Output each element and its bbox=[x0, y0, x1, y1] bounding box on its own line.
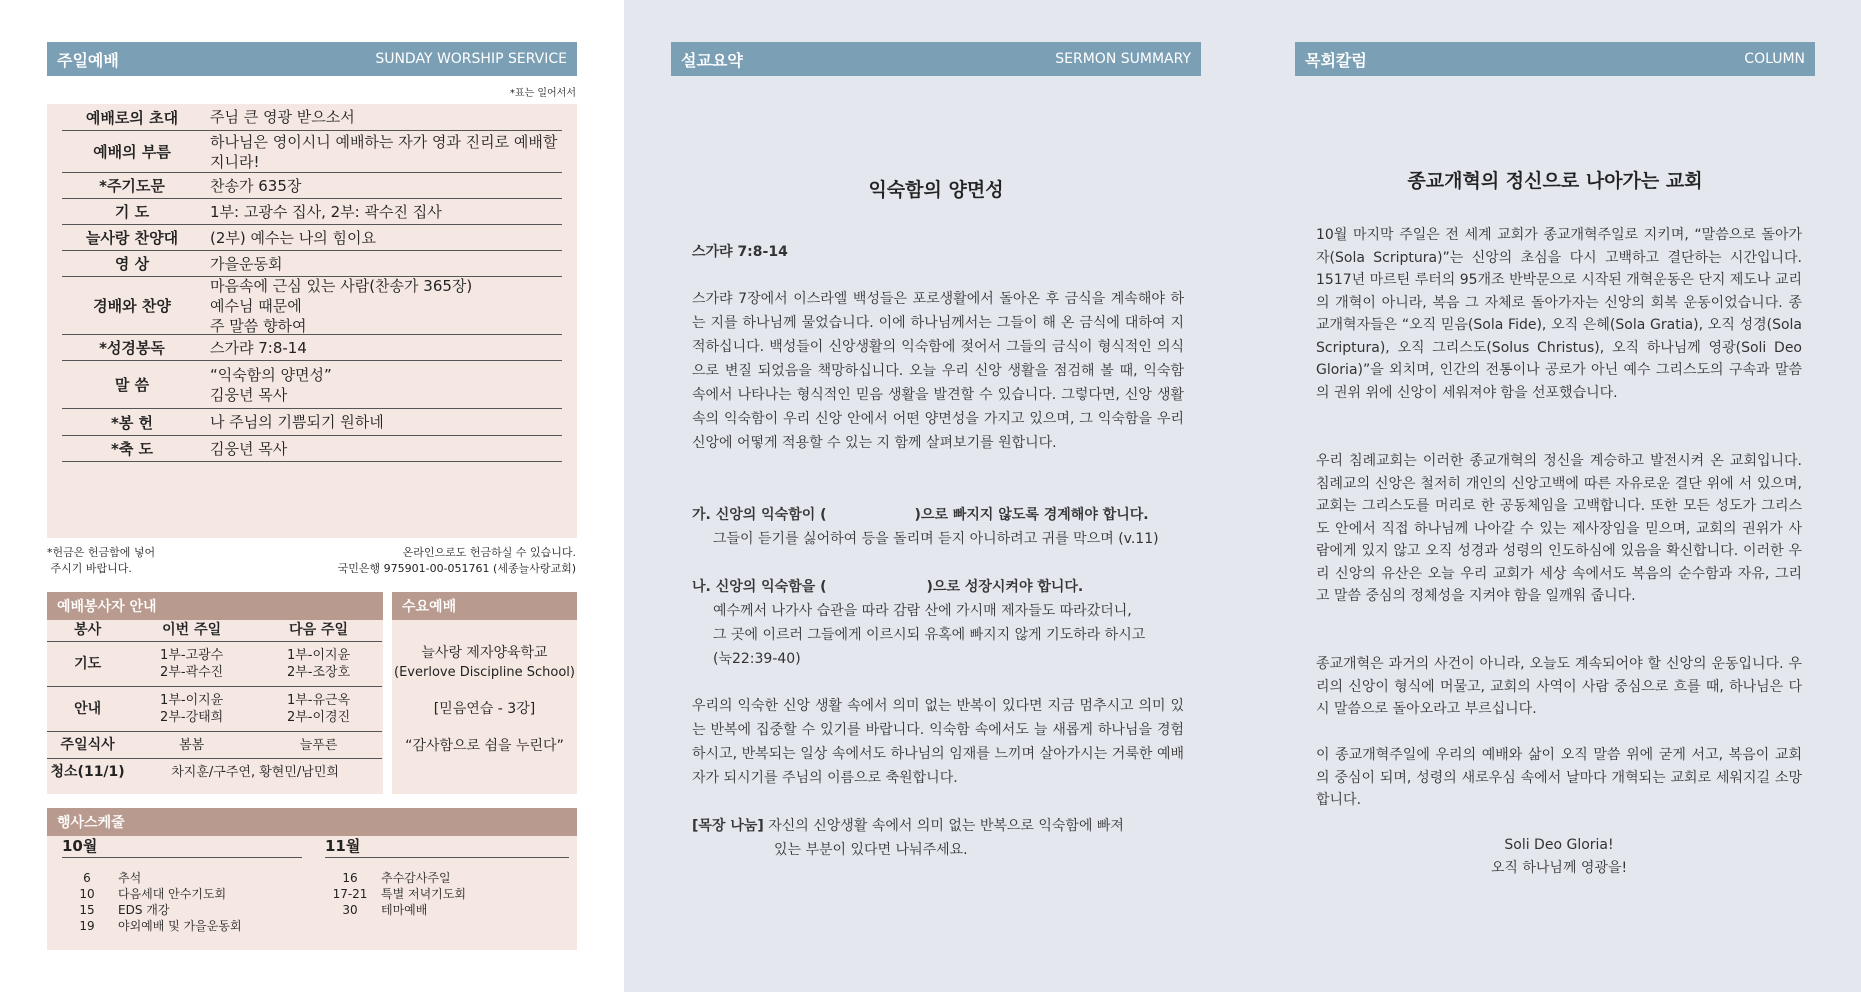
sermon-title: 익숙함의 양면성 bbox=[868, 179, 1004, 201]
list-item bbox=[325, 902, 569, 918]
point-b-head-2: )으로 성장시켜야 합니다. bbox=[926, 579, 1084, 595]
order-row bbox=[62, 361, 562, 409]
order-value: (2부) 예수는 나의 힘이요 bbox=[210, 228, 376, 247]
order-label: 예배의 부름 bbox=[93, 143, 171, 161]
wednesday-lesson: [믿음연습 - 3강] bbox=[433, 701, 536, 717]
order-row bbox=[62, 199, 562, 225]
point-a-head-2: )으로 빠지지 않도록 경계해야 합니다. bbox=[914, 507, 1149, 523]
column-paragraph-3: 종교개혁은 과거의 사건이 아니라, 오늘도 계속되어야 할 신앙의 운동입니다. 우리의 신앙이 형식에 머물고, 교회의 사역이 사람 중심으로 흐를 때, 하나님은 다시 말씀으로 돌아오라고 부르십니다. bbox=[1316, 656, 1802, 717]
list-item bbox=[62, 918, 302, 934]
schedule-event: EDS 개강 bbox=[118, 903, 170, 917]
offering-note: *헌금은 헌금함에 넣어 주시기 바랍니다. bbox=[47, 546, 156, 575]
servers-header: 예배봉사자 안내 bbox=[47, 592, 383, 620]
order-label: *주기도문 bbox=[99, 177, 165, 195]
order-value: 가을운동회 bbox=[210, 254, 283, 273]
column-paragraph-1: 10월 마지막 주일은 전 세계 교회가 종교개혁주일로 지키며, “말씀으로 돌아가자(Sola Scriptura)”는 신앙의 초심을 다시 고백하고 결단하는 시간입니다. 1517년 마르틴 루터의 95개조 반박문으로 시작된 개혁운동은 단지 제도나 교리의 개혁이 아니라, 복음 그 자체로 돌아가자는 신앙의 회복 운동이었습니다. 종교개혁자들은 “오직 믿음(Sola Fide), 오직 은혜(Sola Gratia), 오직 성경(Sola Scriptura), 오직 그리스도(Solus Christus), 오직 하나님께 영광(Soli Deo Gloria)”을 외치며, 인간의 전통이나 공로가 아닌 예수 그리스도의 구속과 말씀의 권위 위에 신앙이 세워져야 함을 선포했습니다. bbox=[1316, 227, 1802, 401]
list-item bbox=[325, 886, 569, 902]
sermon-conclusion: 우리의 익숙한 신앙 생활 속에서 의미 없는 반복이 있다면 지금 멈추시고 의미 있는 반복에 집중할 수 있기를 바랍니다. 익숙함 속에서도 늘 새롭게 하나님을 경험하시고, 반복되는 일상 속에서도 하나님의 임재를 느끼며 살아가시는 거룩한 예배자가 되시기를 주님의 이름으로 축원합니다. bbox=[692, 698, 1184, 786]
order-value: 1부: 고광수 집사, 2부: 곽수진 집사 bbox=[210, 202, 442, 221]
servers-table bbox=[47, 620, 382, 785]
order-row bbox=[62, 436, 562, 462]
list-item bbox=[62, 870, 302, 886]
point-b-line-2: 그 곳에 이르러 그들에게 이르시되 유혹에 빠지지 않게 기도하라 하시고 bbox=[713, 627, 1146, 643]
schedule-date: 6 bbox=[83, 871, 91, 885]
order-of-worship bbox=[47, 104, 577, 538]
server-this: 1부-이지윤 2부-강태희 bbox=[128, 687, 255, 732]
column-header-ko: 목회칼럼 bbox=[1305, 50, 1367, 70]
sermon-intro: 스가랴 7장에서 이스라엘 백성들은 포로생활에서 돌아온 후 금식을 계속해야 하는 지를 하나님께 물었습니다. 이에 하나님께서는 그들이 해 온 금식에 대하여 지적하십니다. 백성들이 신앙생활의 익숙함에 젖어서 그들의 금식이 형식적인 의식으로 변질 되었음을 책망하십니다. 오늘 우리 신앙 생활을 점검해 볼 때, 익숙함 속에서 나타나는 형식적인 믿음 생활을 발견할 수 있습니다. 그렇다면, 신앙 생활 속의 익숙함이 우리 신앙 안에서 어떤 양면성을 가지고 있으며, 그 익숙함을 우리 신앙에 어떻게 적용할 수 있는 지 함께 살펴보기를 원합니다. bbox=[692, 291, 1184, 451]
order-row bbox=[62, 131, 562, 173]
order-label: 말 씀 bbox=[114, 376, 150, 394]
order-label: *축 도 bbox=[110, 440, 154, 458]
order-row bbox=[62, 173, 562, 199]
order-value: 김웅년 목사 bbox=[210, 439, 288, 458]
server-this: 1부-고광수 2부-곽수진 bbox=[128, 642, 255, 687]
schedule-date: 17-21 bbox=[332, 887, 368, 901]
server-cleaning: 차지훈/구주연, 황현민/남민희 bbox=[171, 764, 339, 780]
wednesday-school: 늘사랑 제자양육학교 bbox=[421, 645, 548, 661]
point-b-line-3: (눅22:39-40) bbox=[713, 651, 801, 667]
order-label: 영 상 bbox=[114, 255, 150, 273]
sharing-label: [목장 나눔] bbox=[692, 818, 764, 834]
order-row bbox=[62, 335, 562, 361]
bank-account: 국민은행 975901-00-051761 (세종늘사랑교회) bbox=[337, 562, 576, 575]
schedule-event: 테마예배 bbox=[381, 903, 428, 917]
sermon-sharing bbox=[692, 814, 1184, 862]
sharing-line-1: 자신의 신앙생활 속에서 의미 없는 반복으로 익숙함에 빠져 bbox=[768, 818, 1124, 834]
column-header bbox=[1295, 42, 1815, 76]
sharing-line-2: 있는 부분이 있다면 나눠주세요. bbox=[774, 842, 968, 858]
schedule-event: 특별 저녁기도회 bbox=[381, 887, 466, 901]
order-label: *봉 헌 bbox=[110, 413, 154, 432]
server-this: 봄봄 bbox=[128, 732, 255, 759]
schedule-event: 추석 bbox=[118, 871, 142, 885]
server-next: 1부-이지윤 2부-조장호 bbox=[255, 642, 382, 687]
sermon-point-a-heading bbox=[692, 503, 1184, 527]
table-row bbox=[47, 759, 382, 786]
schedule-event: 추수감사주일 bbox=[381, 871, 451, 885]
order-label: 경배와 찬양 bbox=[93, 297, 171, 315]
sermon-point-b-heading bbox=[692, 575, 1184, 599]
order-label: 기 도 bbox=[114, 203, 150, 221]
signature-latin: Soli Deo Gloria! bbox=[1504, 837, 1614, 853]
order-row bbox=[62, 251, 562, 277]
online-offering-note bbox=[338, 545, 576, 577]
table-row bbox=[47, 642, 382, 687]
wednesday-content bbox=[392, 644, 577, 756]
server-role: 주일식사 bbox=[47, 732, 128, 759]
order-row bbox=[62, 225, 562, 251]
schedule-november bbox=[325, 838, 569, 918]
schedule-date: 10 bbox=[79, 887, 95, 901]
sermon-header bbox=[671, 42, 1201, 76]
order-label: 늘사랑 찬양대 bbox=[85, 229, 179, 247]
worship-header bbox=[47, 42, 577, 76]
online-offering-text: 온라인으로도 헌금하실 수 있습니다. bbox=[402, 546, 576, 559]
order-row bbox=[62, 277, 562, 335]
schedule-event: 다음세대 안수기도회 bbox=[118, 887, 227, 901]
schedule-date: 19 bbox=[79, 919, 95, 933]
order-value: 나 주님의 기쁨되기 원하네 bbox=[210, 413, 384, 431]
server-next: 1부-유근옥 2부-이경진 bbox=[255, 687, 382, 732]
sermon-header-en: SERMON SUMMARY bbox=[1055, 51, 1191, 67]
list-item bbox=[62, 886, 302, 902]
point-a-head-1: 가. 신앙의 익숙함이 ( bbox=[692, 507, 827, 523]
sermon-header-ko: 설교요약 bbox=[681, 50, 743, 70]
order-value: “익숙함의 양면성” 김웅년 목사 bbox=[210, 365, 332, 404]
column-header-en: COLUMN bbox=[1744, 51, 1805, 67]
schedule-date: 30 bbox=[342, 903, 358, 917]
schedule-month: 11월 bbox=[325, 838, 569, 858]
servers-col-role: 봉사 bbox=[47, 620, 128, 642]
servers-col-this: 이번 주일 bbox=[128, 620, 255, 642]
schedule-month: 10월 bbox=[62, 838, 302, 858]
table-row bbox=[47, 732, 382, 759]
order-value: 찬송가 635장 bbox=[210, 176, 302, 195]
server-role: 안내 bbox=[47, 687, 128, 732]
standing-note: *표는 일어서서 bbox=[509, 88, 576, 99]
list-item bbox=[325, 870, 569, 886]
schedule-date: 16 bbox=[342, 871, 358, 885]
schedule-header: 행사스케줄 bbox=[47, 808, 577, 836]
order-value: 마음속에 근심 있는 사람(찬송가 365장) 예수님 때문에 주 말씀 향하여 bbox=[210, 276, 473, 335]
point-b-line-1: 예수께서 나가사 습관을 따라 감람 산에 가시매 제자들도 따라갔더니, bbox=[713, 603, 1132, 619]
sermon-scripture: 스가랴 7:8-14 bbox=[692, 244, 788, 260]
column-signature bbox=[1316, 834, 1802, 879]
list-item bbox=[62, 902, 302, 918]
worship-header-en: SUNDAY WORSHIP SERVICE bbox=[375, 51, 567, 67]
signature-korean: 오직 하나님께 영광을! bbox=[1490, 859, 1628, 876]
point-b-head-1: 나. 신앙의 익숙함을 ( bbox=[692, 579, 827, 595]
schedule-october bbox=[62, 838, 302, 934]
order-row bbox=[62, 409, 562, 436]
column-paragraph-4: 이 종교개혁주일에 우리의 예배와 삶이 오직 말씀 위에 굳게 서고, 복음이 교회의 중심이 되며, 성령의 새로우심 속에서 날마다 개혁되는 교회로 세워지길 소망합니다. bbox=[1316, 747, 1802, 808]
schedule-date: 15 bbox=[79, 903, 95, 917]
wednesday-header: 수요예배 bbox=[392, 592, 577, 620]
wednesday-topic: “감사함으로 쉼을 누린다” bbox=[405, 738, 564, 754]
schedule-event: 야외예배 및 가을운동회 bbox=[118, 919, 242, 933]
servers-col-next: 다음 주일 bbox=[255, 620, 382, 642]
order-value: 주님 큰 영광 받으소서 bbox=[210, 108, 355, 126]
column-title: 종교개혁의 정신으로 나아가는 교회 bbox=[1407, 170, 1703, 192]
order-label: *성경봉독 bbox=[99, 339, 165, 357]
sermon-point-a-verse: 그들이 듣기를 싫어하여 등을 돌리며 듣지 아니하려고 귀를 막으며 (v.11) bbox=[713, 531, 1159, 547]
server-role: 청소(11/1) bbox=[50, 763, 125, 780]
order-value: 스가랴 7:8-14 bbox=[210, 338, 307, 357]
order-label: 예배로의 초대 bbox=[85, 108, 179, 127]
order-value: 하나님은 영이시니 예배하는 자가 영과 진리로 예배할지니라! bbox=[210, 132, 558, 171]
order-row bbox=[62, 104, 562, 131]
server-role: 기도 bbox=[47, 642, 128, 687]
worship-header-ko: 주일예배 bbox=[57, 50, 119, 70]
server-next: 늘푸른 bbox=[255, 732, 382, 759]
sermon-point-b-verse bbox=[713, 599, 1183, 671]
column-paragraph-2: 우리 침례교회는 이러한 종교개혁의 정신을 계승하고 발전시켜 온 교회입니다. 침례교의 신앙은 철저히 개인의 신앙고백에 따른 자유로운 결단 위에 서 있으며, 교회는 그리스도를 머리로 한 공동체임을 고백합니다. 또한 모든 성도가 그리스도 안에서 직접 하나님께 나아갈 수 있는 제사장임을 믿으며, 교회의 권위가 사람에게 있지 않고 오직 성경과 성령의 인도하심에 있음을 확신합니다. 이러한 우리 신앙의 유산은 오늘 우리 교회가 세상 속에서도 복음의 순수함과 자유, 그리고 말씀 중심의 정체성을 지켜야 함을 일깨워 줍니다. bbox=[1316, 453, 1802, 604]
table-row bbox=[47, 687, 382, 732]
wednesday-school-en: (Everlove Discipline School) bbox=[394, 665, 575, 680]
